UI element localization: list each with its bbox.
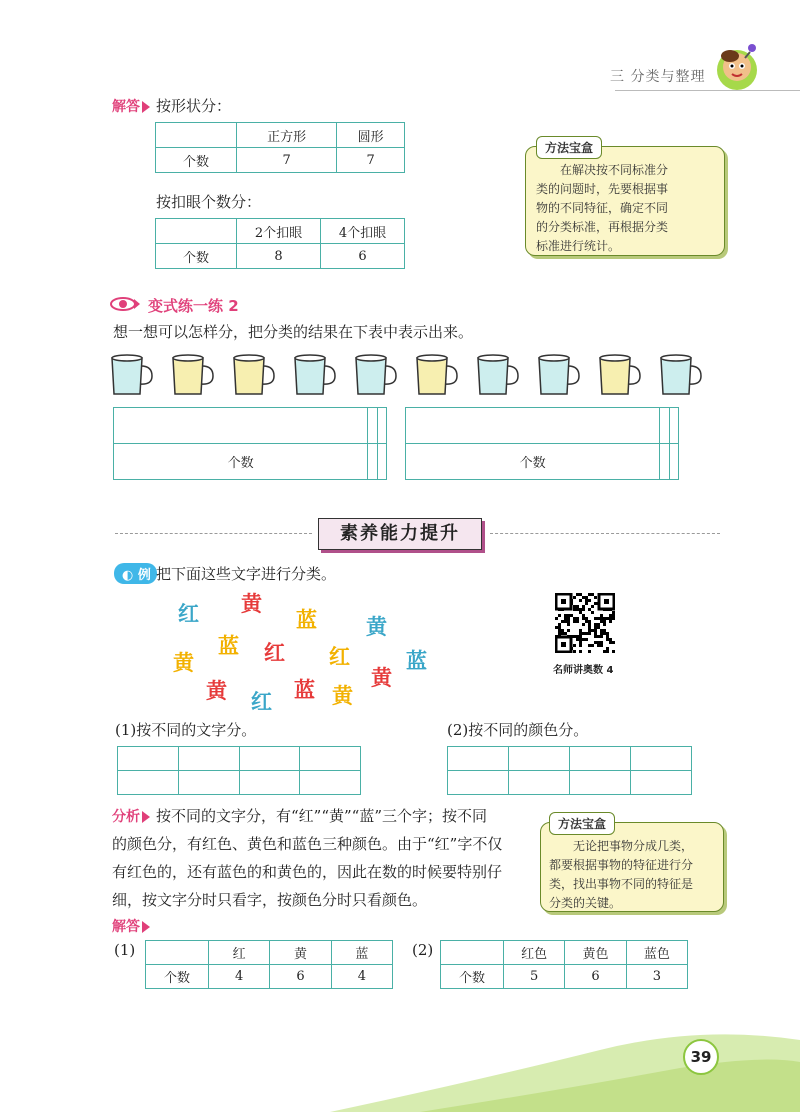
footer-wave (0, 1010, 800, 1112)
tip-line: 的分类标准，再根据分类 (536, 220, 669, 234)
blank-table-words (117, 746, 361, 795)
header-rule (615, 90, 800, 91)
table-cell: 6 (321, 244, 405, 269)
table-cell (660, 408, 669, 444)
cup-icon (413, 352, 459, 398)
color-word: 黄 (366, 615, 387, 639)
analysis-label: 分析 (112, 806, 150, 826)
answer-label: 解答 (112, 96, 150, 116)
table-cell (669, 408, 678, 444)
tip-line: 物的不同特征，确定不同 (536, 201, 669, 215)
table-cell (660, 444, 669, 480)
intro-shape: 按形状分： (156, 97, 232, 115)
table-cell: 蓝色 (626, 941, 687, 965)
tip-line: 在解决按不同标准分 (560, 163, 669, 177)
color-word: 蓝 (294, 678, 315, 702)
table-cell: 个数 (114, 444, 368, 480)
eye-icon (110, 296, 140, 312)
table-cell: 个数 (156, 244, 237, 269)
color-word: 黄 (206, 679, 227, 703)
table-cell (406, 408, 660, 444)
table-cell (631, 747, 692, 771)
analysis-line: 有红色的，还有蓝色的和黄色的，因此在数的时候要特别仔 (112, 863, 503, 881)
table-cell (377, 408, 386, 444)
cup-icon (291, 352, 337, 398)
color-word: 黄 (371, 666, 392, 690)
table-cell: 红 (209, 941, 270, 965)
cup-icon (108, 352, 154, 398)
tip-line: 分类的关键。 (549, 896, 622, 910)
table-cell: 7 (237, 148, 337, 173)
table-cell (300, 747, 361, 771)
table-cell (146, 941, 209, 965)
blank-table-left (113, 407, 387, 480)
table-cell: 4 (331, 965, 392, 989)
cup-icon (474, 352, 520, 398)
color-word: 红 (178, 602, 199, 626)
table-cell (178, 747, 239, 771)
table-cell (178, 771, 239, 795)
table-cell: 7 (337, 148, 405, 173)
section-banner: 素养能力提升 (318, 518, 482, 550)
table-cell: 4 (209, 965, 270, 989)
table-cell (509, 771, 570, 795)
color-word: 蓝 (296, 608, 317, 632)
result-table-words (145, 940, 393, 989)
color-word: 黄 (332, 684, 353, 708)
table-cell: 个数 (406, 444, 660, 480)
tip-line: 类，找出事物不同的特征是 (549, 877, 694, 891)
table-cell: 个数 (441, 965, 504, 989)
table-cell (239, 771, 300, 795)
table-cell (448, 771, 509, 795)
color-word: 红 (264, 641, 285, 665)
table-cell: 4个扣眼 (321, 219, 405, 244)
table-cell (156, 123, 237, 148)
cup-icon (596, 352, 642, 398)
tip-title: 方法宝盒 (536, 136, 602, 159)
table-cell (669, 444, 678, 480)
color-word: 黄 (241, 592, 262, 616)
cup-icon (230, 352, 276, 398)
table-cell (570, 771, 631, 795)
qr-code-icon[interactable] (555, 593, 615, 653)
table-cell: 3 (626, 965, 687, 989)
table-cell (631, 771, 692, 795)
table-cell (300, 771, 361, 795)
color-word: 红 (329, 645, 350, 669)
color-word: 蓝 (218, 634, 239, 658)
answer-label-2: 解答 (112, 916, 150, 936)
holes-table (155, 218, 405, 269)
table-cell: 5 (504, 965, 565, 989)
page-number: 39 (683, 1039, 719, 1075)
example-badge: ◐ 例 (114, 563, 157, 584)
tip-line: 标准进行统计。 (536, 239, 621, 253)
result-table-colors (440, 940, 688, 989)
sub-question-1: (1)按不同的文字分。 (115, 721, 257, 739)
table-cell: 个数 (156, 148, 237, 173)
table-cell: 个数 (146, 965, 209, 989)
table-cell (118, 771, 179, 795)
cup-icon (352, 352, 398, 398)
color-word: 黄 (173, 651, 194, 675)
divider-left (115, 533, 312, 534)
table-cell (377, 444, 386, 480)
blank-table-right (405, 407, 679, 480)
table-cell (368, 444, 377, 480)
table-cell: 6 (270, 965, 331, 989)
method-tip-box-2 (540, 822, 724, 912)
table-cell: 圆形 (337, 123, 405, 148)
tip-title-2: 方法宝盒 (549, 812, 615, 835)
tip-line: 无论把事物分成几类， (573, 839, 694, 853)
sub-question-2: (2)按不同的颜色分。 (447, 721, 589, 739)
tip-line: 都要根据事物的特征进行分 (549, 858, 694, 872)
tip-line: 类的问题时，先要根据事 (536, 182, 669, 196)
color-word: 蓝 (406, 649, 427, 673)
table-cell: 2个扣眼 (237, 219, 321, 244)
table-cell: 蓝 (331, 941, 392, 965)
table-cell (570, 747, 631, 771)
variant-title: 变式练一练 2 (148, 297, 239, 315)
table-cell (156, 219, 237, 244)
example-badge-text: 例 (137, 568, 151, 583)
table-cell (239, 747, 300, 771)
analysis-line: 按不同的文字分，有“红”“黄”“蓝”三个字；按不同 (156, 807, 488, 825)
cup-icon (535, 352, 581, 398)
table-cell: 8 (237, 244, 321, 269)
analysis-line: 的颜色分，有红色、黄色和蓝色三种颜色。由于“红”字不仅 (112, 835, 503, 853)
table-cell: 黄 (270, 941, 331, 965)
intro-holes: 按扣眼个数分： (156, 193, 262, 211)
table-cell: 黄色 (565, 941, 626, 965)
analysis-line: 细，按文字分时只看字，按颜色分时只看颜色。 (112, 891, 428, 909)
qr-caption: 名师讲奥数 4 (553, 665, 614, 676)
cups-row (108, 352, 698, 398)
table-cell (118, 747, 179, 771)
table-cell (509, 747, 570, 771)
table-cell (368, 408, 377, 444)
chapter-title: 三 分类与整理 (610, 69, 706, 85)
cup-icon (657, 352, 703, 398)
blank-table-colors (447, 746, 692, 795)
method-tip-box (525, 146, 725, 256)
cup-icon (169, 352, 215, 398)
variant-question: 想一想可以怎样分，把分类的结果在下表中表示出来。 (113, 323, 474, 341)
color-word: 红 (251, 690, 272, 714)
table-cell: 红色 (504, 941, 565, 965)
table-cell (441, 941, 504, 965)
mascot-icon (712, 40, 762, 92)
table-cell (114, 408, 368, 444)
table-cell: 6 (565, 965, 626, 989)
divider-right (490, 533, 720, 534)
answer-number-2: (2) (412, 941, 434, 959)
table-cell (448, 747, 509, 771)
example-question: 把下面这些文字进行分类。 (156, 565, 337, 583)
shape-table (155, 122, 405, 173)
table-cell: 正方形 (237, 123, 337, 148)
answer-number-1: (1) (114, 941, 136, 959)
